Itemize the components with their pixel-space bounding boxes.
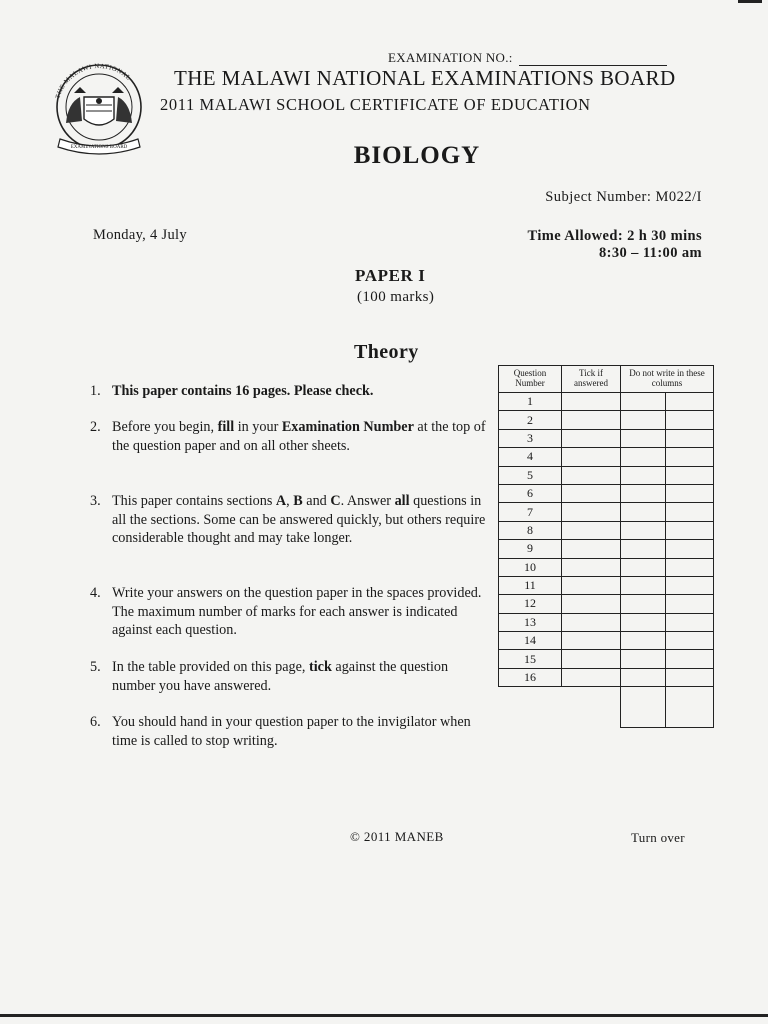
examiner-cell [621, 668, 666, 686]
copyright-notice: © 2011 MANEB [350, 829, 444, 844]
tick-cell[interactable] [562, 521, 621, 539]
question-number-cell: 16 [499, 668, 562, 686]
instruction-emphasis: C [330, 493, 341, 509]
instruction-emphasis: tick [309, 659, 332, 675]
instruction-text [112, 658, 490, 695]
examination-number-field [388, 50, 667, 66]
examiner-cell [666, 668, 714, 686]
tick-cell[interactable] [562, 632, 621, 650]
instruction-item [90, 584, 490, 640]
time-allowed-range: 8:30 – 11:00 am [598, 245, 702, 261]
time-allowed-duration: Time Allowed: 2 h 30 mins [527, 228, 702, 244]
instruction-emphasis: A [275, 493, 287, 509]
question-number-cell: 9 [499, 540, 562, 558]
examiner-cell [666, 484, 714, 502]
table-row [499, 393, 714, 411]
examiner-cell [666, 429, 714, 447]
instruction-item [90, 418, 490, 455]
table-row [499, 448, 714, 466]
tick-cell[interactable] [562, 466, 621, 484]
instruction-number: 3. [90, 493, 101, 509]
examiner-cell [666, 521, 714, 539]
instruction-text [112, 492, 490, 548]
table-header-examiner: Do not write in these columns [621, 366, 714, 393]
examiner-cell [666, 558, 714, 576]
question-tick-table [498, 365, 714, 728]
logo-text-top: THE MALAWI NATIONAL [54, 62, 133, 100]
question-number-cell: 7 [499, 503, 562, 521]
tick-cell[interactable] [562, 411, 621, 429]
tick-cell[interactable] [562, 429, 621, 447]
table-row [499, 650, 714, 668]
question-number-cell: 14 [499, 632, 562, 650]
question-number-cell: 15 [499, 650, 562, 668]
examiner-cell [621, 429, 666, 447]
instruction-number: 4. [90, 585, 101, 601]
instruction-emphasis: This paper contains 16 pages. Please check. [112, 383, 374, 399]
examiner-cell [666, 650, 714, 668]
examiner-cell [666, 411, 714, 429]
table-row [499, 613, 714, 631]
tick-cell[interactable] [562, 668, 621, 686]
instruction-number: 5. [90, 659, 101, 675]
instruction-fragment: against the question number you have answered. [112, 659, 449, 694]
instruction-emphasis: all [394, 493, 410, 509]
instruction-fragment: and [302, 493, 331, 509]
tick-cell[interactable] [562, 650, 621, 668]
table-row [499, 411, 714, 429]
board-name: THE MALAWI NATIONAL EXAMINATIONS BOARD [174, 66, 676, 90]
examiner-cell [621, 393, 666, 411]
subject-title: BIOLOGY [353, 142, 481, 169]
instruction-number: 2. [90, 419, 101, 435]
examination-number-label: EXAMINATION NO.: [388, 50, 513, 65]
certificate-title: 2011 MALAWI SCHOOL CERTIFICATE OF EDUCATION [160, 95, 591, 114]
table-row [499, 521, 714, 539]
instruction-item [90, 713, 490, 750]
table-row [499, 576, 714, 594]
question-number-cell: 13 [499, 613, 562, 631]
examiner-cell [621, 484, 666, 502]
tick-cell[interactable] [562, 393, 621, 411]
examiner-cell [621, 503, 666, 521]
table-row [499, 632, 714, 650]
examiner-total-cell [621, 687, 666, 728]
tick-cell[interactable] [562, 613, 621, 631]
table-row [499, 503, 714, 521]
examiner-cell [666, 448, 714, 466]
examiner-cell [666, 503, 714, 521]
instruction-text [112, 584, 490, 640]
instruction-number: 6. [90, 714, 101, 730]
examiner-cell [621, 411, 666, 429]
examiner-cell [621, 466, 666, 484]
examiner-cell [621, 558, 666, 576]
tick-cell[interactable] [562, 540, 621, 558]
instruction-fragment: in your [234, 419, 282, 435]
examiner-cell [621, 632, 666, 650]
examiner-cell [666, 576, 714, 594]
examiner-cell [621, 576, 666, 594]
instruction-emphasis: fill [217, 419, 235, 435]
tick-cell[interactable] [562, 558, 621, 576]
question-number-cell: 6 [499, 484, 562, 502]
time-allowed [528, 228, 702, 262]
instruction-text [112, 713, 490, 750]
table-row [499, 484, 714, 502]
svg-text:THE MALAWI NATIONAL [54, 63, 132, 100]
instruction-text [112, 382, 490, 401]
examiner-cell [621, 448, 666, 466]
examiner-cell [666, 540, 714, 558]
examiner-cell [621, 521, 666, 539]
blank-cell [562, 687, 621, 728]
tick-cell[interactable] [562, 448, 621, 466]
table-row [499, 558, 714, 576]
logo-text-bottom: EXAMINATIONS BOARD [70, 145, 128, 150]
table-row [499, 540, 714, 558]
examiner-cell [621, 650, 666, 668]
question-number-cell: 1 [499, 393, 562, 411]
paper-title: PAPER I [355, 266, 426, 285]
instruction-fragment: In the table provided on this page, [112, 659, 309, 675]
examiner-cell [666, 613, 714, 631]
turn-over-note: Turn over [631, 830, 685, 845]
tick-cell[interactable] [562, 595, 621, 613]
examiner-cell [666, 466, 714, 484]
instruction-item [90, 382, 490, 401]
table-row [499, 668, 714, 686]
table-header-tick: Tick if answered [562, 366, 621, 393]
exam-date: Monday, 4 July [93, 227, 187, 243]
total-row [499, 687, 714, 728]
instruction-fragment: You should hand in your question paper to the invigilator when time is called to stop writing. [112, 714, 471, 749]
scan-mark [738, 0, 762, 3]
question-number-cell: 10 [499, 558, 562, 576]
instruction-emphasis: Examination Number [281, 419, 414, 435]
instruction-fragment: . Answer [340, 493, 395, 509]
instruction-emphasis: B [293, 493, 303, 509]
examiner-cell [621, 613, 666, 631]
examiner-cell [621, 595, 666, 613]
instruction-fragment: questions in all the sections. Some can be answered quickly, but others require considerable thought and may take longer. [112, 493, 486, 546]
question-number-cell: 3 [499, 429, 562, 447]
instruction-fragment: This paper contains sections [112, 493, 276, 509]
question-number-cell: 11 [499, 576, 562, 594]
examiner-total-cell [666, 687, 714, 728]
section-title: Theory [354, 341, 419, 363]
table-header-question-number: Question Number [499, 366, 562, 393]
question-number-cell: 12 [499, 595, 562, 613]
examiner-cell [666, 632, 714, 650]
instruction-number: 1. [90, 383, 101, 399]
table-row [499, 466, 714, 484]
table-row [499, 595, 714, 613]
examiner-cell [666, 595, 714, 613]
instruction-fragment: Write your answers on the question paper in the spaces provided. The maximum number of marks for each answer is indicated against each question. [112, 585, 482, 638]
question-number-cell: 5 [499, 466, 562, 484]
examiner-cell [666, 393, 714, 411]
question-number-cell: 4 [499, 448, 562, 466]
examiner-cell [621, 540, 666, 558]
scan-edge [0, 1014, 768, 1017]
tick-cell[interactable] [562, 503, 621, 521]
instruction-item [90, 492, 490, 548]
paper-marks: (100 marks) [357, 289, 435, 305]
instruction-text [112, 418, 490, 455]
question-number-cell: 2 [499, 411, 562, 429]
subject-number: Subject Number: M022/I [545, 189, 702, 205]
instruction-fragment: Before you begin, [112, 419, 218, 435]
tick-cell[interactable] [562, 576, 621, 594]
instruction-fragment: at the top of the question paper and on all other sheets. [112, 419, 486, 454]
question-number-cell: 8 [499, 521, 562, 539]
blank-cell [499, 687, 562, 728]
instruction-fragment: , [286, 493, 294, 509]
table-row [499, 429, 714, 447]
examination-number-blank[interactable] [519, 53, 667, 66]
instruction-item [90, 658, 490, 695]
tick-cell[interactable] [562, 484, 621, 502]
